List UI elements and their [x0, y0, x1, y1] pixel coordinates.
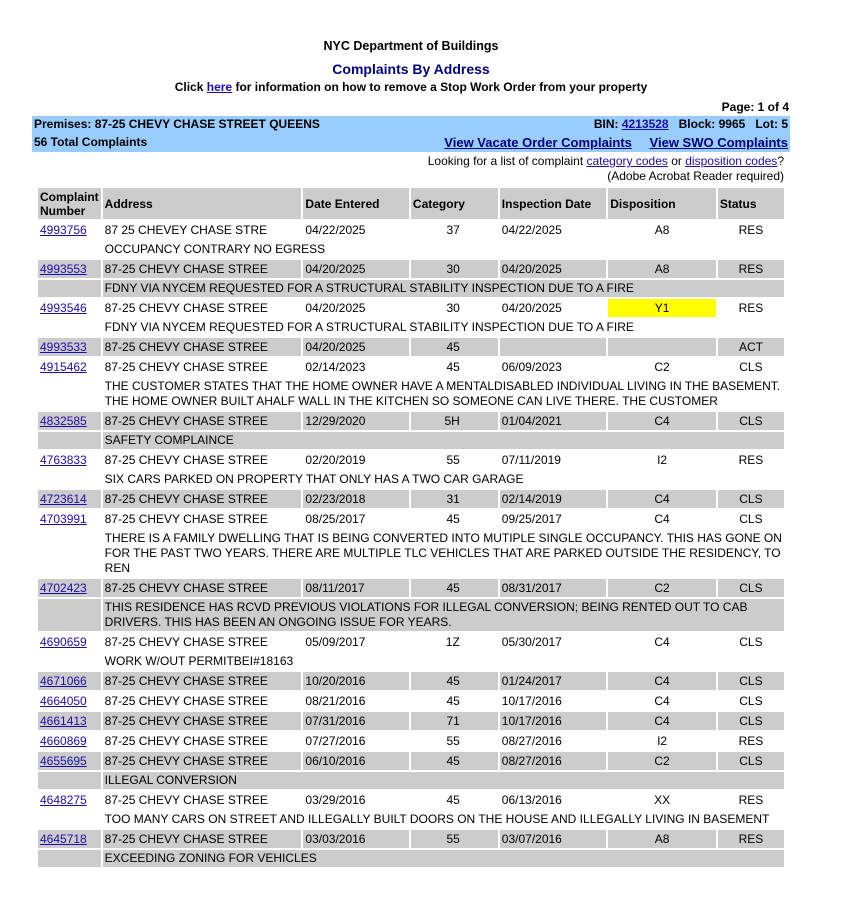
complaint-number-cell [38, 260, 101, 278]
bin-block-lot [594, 117, 788, 131]
complaint-number-cell [38, 732, 101, 750]
complaint-number-cell [38, 510, 101, 528]
status-cell: RES [738, 301, 764, 315]
bin-link[interactable]: 4213528 [621, 117, 669, 131]
page-indicator: Page: 1 of 4 [721, 100, 789, 114]
inspection-date-cell: 05/30/2017 [501, 635, 562, 649]
address-cell: 87-25 CHEVY CHASE STREE [104, 734, 268, 748]
inspection-date-cell: 02/14/2019 [500, 490, 606, 508]
address-cell: 87-25 CHEVY CHASE STREE [103, 412, 302, 430]
complaint-description: THERE IS A FAMILY DWELLING THAT IS BEING CONVERTED INTO MUTIPLE SINGLE OCCUPANCY. THIS HAS GONE ON FOR THE PAST TWO YEARS. THERE ARE MULTIPLE TLC VEHICLES THAT ARE PARKED OUTSIDE THE RESIDENCY, TO REN [104, 531, 782, 575]
table-row [38, 221, 784, 239]
inspection-date-cell: 08/27/2016 [500, 752, 606, 770]
premises-bar [32, 116, 790, 152]
status-cell: CLS [739, 512, 763, 526]
complaint-number-cell [38, 830, 101, 848]
status-cell: CLS [718, 672, 784, 690]
description-spacer [38, 772, 101, 789]
address-cell: 87-25 CHEVY CHASE STREE [104, 694, 268, 708]
disposition-cell: C2 [654, 360, 670, 374]
codes-info [428, 154, 784, 184]
date-entered-cell: 04/20/2025 [303, 338, 409, 356]
status-cell: RES [738, 793, 764, 807]
col-complaint-number: Complaint Number [40, 189, 99, 218]
category-cell: 45 [411, 752, 498, 770]
disposition-cell: A8 [608, 260, 716, 278]
vacate-order-link[interactable]: View Vacate Order Complaints [444, 135, 632, 150]
description-spacer [38, 241, 101, 258]
complaint-number-link[interactable]: 4723614 [40, 492, 87, 506]
disposition-cell: C4 [654, 694, 670, 708]
inspection-date-cell: 08/27/2016 [501, 734, 562, 748]
status-cell: RES [738, 223, 764, 237]
complaints-body [38, 221, 784, 867]
complaint-number-cell [38, 712, 101, 730]
codes-or: or [671, 154, 682, 168]
complaint-description: SIX CARS PARKED ON PROPERTY THAT ONLY HAS A TWO CAR GARAGE [104, 472, 524, 486]
complaint-description: WORK W/OUT PERMITBEI#18163 [104, 654, 294, 668]
status-cell: CLS [718, 579, 784, 597]
description-spacer [38, 530, 101, 577]
complaint-number-cell [38, 579, 101, 597]
acrobat-note: (Adobe Acrobat Reader required) [607, 169, 784, 183]
table-row [38, 692, 784, 710]
disposition-codes-link[interactable]: disposition codes [685, 154, 778, 168]
complaint-number-link[interactable]: 4993533 [40, 340, 87, 354]
category-cell: 1Z [445, 635, 460, 649]
complaint-number-link[interactable]: 4702423 [40, 581, 87, 595]
complaint-number-cell [38, 752, 101, 770]
date-entered-cell: 02/14/2023 [305, 360, 366, 374]
status-cell: CLS [739, 360, 763, 374]
category-cell: 45 [411, 338, 498, 356]
address-cell: 87 25 CHEVEY CHASE STRE [104, 223, 268, 237]
address-cell: 87-25 CHEVY CHASE STREE [103, 490, 302, 508]
table-row [38, 490, 784, 508]
inspection-date-cell [500, 338, 606, 356]
description-row [38, 280, 784, 297]
address-cell: 87-25 CHEVY CHASE STREE [103, 830, 302, 848]
table-row [38, 633, 784, 651]
address-cell: 87-25 CHEVY CHASE STREE [103, 672, 302, 690]
complaint-description: TOO MANY CARS ON STREET AND ILLEGALLY BUILT DOORS ON THE HOUSE AND ILLEGALLY LIVING IN BASEMENT [104, 812, 770, 826]
status-cell: CLS [718, 752, 784, 770]
disposition-cell: A8 [608, 830, 716, 848]
disposition-cell: C4 [608, 490, 716, 508]
category-cell: 45 [411, 672, 498, 690]
status-cell: CLS [718, 490, 784, 508]
category-cell: 55 [411, 830, 498, 848]
inspection-date-cell: 01/04/2021 [500, 412, 606, 430]
col-disposition: Disposition [608, 188, 716, 219]
complaint-description: FDNY VIA NYCEM REQUESTED FOR A STRUCTURAL STABILITY INSPECTION DUE TO A FIRE [104, 320, 634, 334]
status-cell: RES [738, 734, 764, 748]
col-date-entered: Date Entered [303, 188, 409, 219]
disposition-cell: XX [654, 793, 671, 807]
complaint-number-link[interactable]: 4655695 [40, 754, 87, 768]
table-row [38, 510, 784, 528]
disposition-cell: C2 [608, 579, 716, 597]
disposition-cell: C4 [654, 512, 670, 526]
date-entered-cell: 12/29/2020 [303, 412, 409, 430]
disposition-cell: C4 [608, 672, 716, 690]
click-suffix: for information on how to remove a Stop Work Order from your property [235, 80, 648, 94]
status-cell: RES [718, 260, 784, 278]
total-complaints: 56 Total Complaints [34, 135, 148, 149]
category-cell: 45 [446, 512, 460, 526]
description-row [38, 811, 784, 828]
codes-prefix: Looking for a list of complaint [427, 154, 584, 168]
block-label: Block: 9965 [678, 117, 746, 131]
description-row [38, 378, 784, 410]
table-row [38, 791, 784, 809]
complaint-description: OCCUPANCY CONTRARY NO EGRESS [104, 242, 326, 256]
address-cell: 87-25 CHEVY CHASE STREE [104, 360, 268, 374]
complaint-number-cell [38, 490, 101, 508]
complaint-number-cell [38, 412, 101, 430]
complaint-number-cell [38, 221, 101, 239]
col-category: Category [411, 188, 498, 219]
category-cell: 55 [446, 453, 460, 467]
complaint-number-link[interactable]: 4664050 [40, 694, 87, 708]
date-entered-cell: 04/20/2025 [303, 260, 409, 278]
description-spacer [38, 378, 101, 410]
complaint-number-link[interactable]: 4660869 [40, 734, 87, 748]
inspection-date-cell: 01/24/2017 [500, 672, 606, 690]
description-spacer [38, 432, 101, 449]
inspection-date-cell: 10/17/2016 [501, 694, 562, 708]
address-cell: 87-25 CHEVY CHASE STREE [104, 453, 268, 467]
date-entered-cell: 08/11/2017 [303, 579, 409, 597]
date-entered-cell: 03/03/2016 [303, 830, 409, 848]
inspection-date-cell: 07/11/2019 [501, 453, 561, 467]
complaint-description: THE CUSTOMER STATES THAT THE HOME OWNER HAVE A MENTALDISABLED INDIVIDUAL LIVING IN THE BASEMENT. THE HOME OWNER BUILT AHALF WALL IN THE KITCHEN SO SOMEONE CAN LIVE THERE. THE CUSTOMER [104, 379, 781, 408]
lot-label: Lot: 5 [755, 117, 788, 131]
address-cell: 87-25 CHEVY CHASE STREE [104, 512, 268, 526]
date-entered-cell: 03/29/2016 [305, 793, 366, 807]
complaint-number-link[interactable]: 4763833 [40, 453, 87, 467]
description-row [38, 471, 784, 488]
col-status: Status [718, 188, 784, 219]
table-row [38, 752, 784, 770]
col-inspection-date: Inspection Date [500, 188, 606, 219]
date-entered-cell: 06/10/2016 [303, 752, 409, 770]
status-cell: RES [718, 830, 784, 848]
date-entered-cell: 04/22/2025 [305, 223, 366, 237]
category-cell: 71 [411, 712, 498, 730]
table-row [38, 299, 784, 317]
complaint-number-cell [38, 358, 101, 376]
complaints-table [36, 186, 786, 869]
table-row [38, 358, 784, 376]
category-cell: 30 [411, 260, 498, 278]
table-row [38, 672, 784, 690]
complaint-number-cell [38, 791, 101, 809]
complaint-number-cell [38, 451, 101, 469]
disposition-cell: A8 [654, 223, 670, 237]
description-row [38, 241, 784, 258]
complaint-number-cell [38, 633, 101, 651]
disposition-cell: C4 [654, 635, 670, 649]
status-cell: CLS [739, 635, 763, 649]
category-cell: 31 [411, 490, 498, 508]
complaint-number-link[interactable]: 4661413 [40, 714, 87, 728]
address-cell: 87-25 CHEVY CHASE STREE [103, 752, 302, 770]
complaint-number-link[interactable]: 4645718 [40, 832, 87, 846]
status-cell: RES [738, 453, 764, 467]
disposition-cell: C4 [608, 712, 716, 730]
description-spacer [38, 653, 101, 670]
inspection-date-cell: 10/17/2016 [500, 712, 606, 730]
complaint-number-cell [38, 338, 101, 356]
table-row [38, 712, 784, 730]
date-entered-cell: 02/20/2019 [305, 453, 366, 467]
complaint-description: SAFETY COMPLAINCE [103, 432, 784, 449]
description-row [38, 530, 784, 577]
date-entered-cell: 04/20/2025 [305, 301, 366, 315]
complaint-number-link[interactable]: 4690659 [40, 635, 87, 649]
category-cell: 30 [446, 301, 460, 315]
click-prefix: Click [174, 80, 204, 94]
inspection-date-cell: 06/13/2016 [501, 793, 562, 807]
complaint-number-link[interactable]: 4993756 [40, 223, 87, 237]
description-row [38, 772, 784, 789]
date-entered-cell: 07/31/2016 [303, 712, 409, 730]
date-entered-cell: 07/27/2016 [305, 734, 366, 748]
address-cell: 87-25 CHEVY CHASE STREE [103, 712, 302, 730]
department-heading: NYC Department of Buildings [323, 39, 499, 53]
inspection-date-cell: 08/31/2017 [500, 579, 606, 597]
complaint-number-cell [38, 672, 101, 690]
complaint-number-link[interactable]: 4671066 [40, 674, 87, 688]
category-cell: 45 [446, 793, 460, 807]
description-spacer [38, 599, 101, 631]
disposition-cell: I2 [657, 734, 668, 748]
inspection-date-cell: 03/07/2016 [500, 830, 606, 848]
complaint-number-link[interactable]: 4993553 [40, 262, 87, 276]
address-cell: 87-25 CHEVY CHASE STREE [103, 338, 302, 356]
address-cell: 87-25 CHEVY CHASE STREE [103, 260, 302, 278]
table-row [38, 579, 784, 597]
date-entered-cell: 08/25/2017 [305, 512, 366, 526]
bin-label: BIN: [593, 117, 619, 131]
inspection-date-cell: 04/20/2025 [500, 260, 606, 278]
disposition-cell: Y1 [608, 299, 716, 317]
status-cell: CLS [739, 694, 763, 708]
table-row [38, 338, 784, 356]
table-row [38, 830, 784, 848]
swo-info-link[interactable]: here [206, 80, 233, 94]
complaint-description: FDNY VIA NYCEM REQUESTED FOR A STRUCTURAL STABILITY INSPECTION DUE TO A FIRE [103, 280, 784, 297]
description-spacer [38, 280, 101, 297]
disposition-cell [608, 338, 716, 356]
status-cell: CLS [718, 412, 784, 430]
page-title: Complaints By Address [332, 61, 490, 77]
description-row [38, 319, 784, 336]
complaint-number-link[interactable]: 4703991 [40, 512, 87, 526]
date-entered-cell: 08/21/2016 [305, 694, 366, 708]
inspection-date-cell: 04/20/2025 [501, 301, 562, 315]
description-row [38, 599, 784, 631]
codes-suffix: ? [777, 154, 784, 168]
category-cell: 45 [446, 360, 460, 374]
category-cell: 37 [446, 223, 460, 237]
disposition-cell: C4 [608, 412, 716, 430]
complaint-number-cell [38, 692, 101, 710]
category-cell: 45 [446, 694, 460, 708]
category-cell: 5H [411, 412, 498, 430]
address-cell: 87-25 CHEVY CHASE STREE [103, 579, 302, 597]
table-row [38, 260, 784, 278]
description-row [38, 850, 784, 867]
table-row [38, 732, 784, 750]
description-row [38, 432, 784, 449]
address-cell: 87-25 CHEVY CHASE STREE [104, 793, 268, 807]
table-row [38, 412, 784, 430]
complaint-number-link[interactable]: 4915462 [40, 360, 87, 374]
complaint-number-link[interactable]: 4648275 [40, 793, 87, 807]
complaint-description: THIS RESIDENCE HAS RCVD PREVIOUS VIOLATIONS FOR ILLEGAL CONVERSION; BEING RENTED OUT TO CAB DRIVERS. THIS HAS BEEN AN ONGOING ISSUE FOR YEARS. [103, 599, 784, 631]
table-row [38, 451, 784, 469]
complaint-number-link[interactable]: 4993546 [40, 301, 87, 315]
swo-info-line [0, 80, 822, 94]
complaint-description: ILLEGAL CONVERSION [103, 772, 784, 789]
disposition-cell: I2 [657, 453, 668, 467]
inspection-date-cell: 06/09/2023 [501, 360, 562, 374]
col-address: Address [103, 188, 302, 219]
description-spacer [38, 319, 101, 336]
status-cell: ACT [718, 338, 784, 356]
table-header-row [38, 188, 784, 219]
description-spacer [38, 471, 101, 488]
premises-label: Premises: 87-25 CHEVY CHASE STREET QUEENS [34, 117, 320, 131]
description-spacer [38, 811, 101, 828]
date-entered-cell: 10/20/2016 [303, 672, 409, 690]
address-cell: 87-25 CHEVY CHASE STREE [104, 635, 268, 649]
date-entered-cell: 02/23/2018 [303, 490, 409, 508]
complaint-links [430, 135, 788, 150]
disposition-cell: C2 [608, 752, 716, 770]
description-row [38, 653, 784, 670]
date-entered-cell: 05/09/2017 [305, 635, 366, 649]
complaint-description: EXCEEDING ZONING FOR VEHICLES [103, 850, 784, 867]
description-spacer [38, 850, 101, 867]
inspection-date-cell: 09/25/2017 [501, 512, 562, 526]
complaint-number-cell [38, 299, 101, 317]
swo-complaints-link[interactable]: View SWO Complaints [649, 135, 788, 150]
category-codes-link[interactable]: category codes [586, 154, 668, 168]
complaint-number-link[interactable]: 4832585 [40, 414, 87, 428]
address-cell: 87-25 CHEVY CHASE STREE [104, 301, 268, 315]
category-cell: 55 [446, 734, 460, 748]
status-cell: CLS [718, 712, 784, 730]
inspection-date-cell: 04/22/2025 [501, 223, 562, 237]
category-cell: 45 [411, 579, 498, 597]
